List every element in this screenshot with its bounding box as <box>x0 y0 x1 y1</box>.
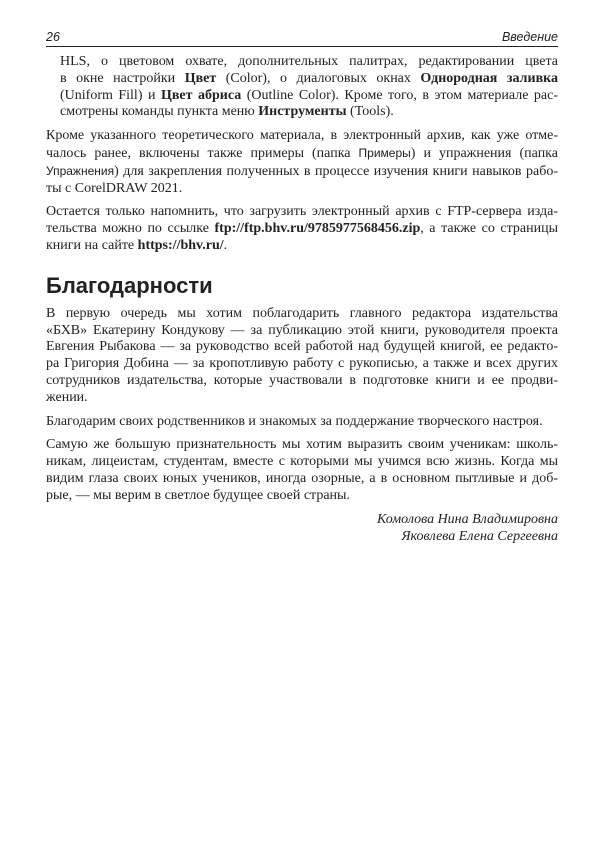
paragraph <box>46 414 558 431</box>
bold-text: https://bhv.ru/ <box>137 237 224 253</box>
bold-text: ftp://ftp.bhv.ru/9785977568456.zip <box>214 221 421 237</box>
running-header <box>46 29 558 47</box>
paragraph <box>46 128 558 197</box>
text-run: Остается только напомнить, что загрузить электронный архив с FTP-сервера изда- <box>46 204 558 220</box>
text-line <box>46 128 558 145</box>
text-run: никам, лицеистам, студентам, вместе с которыми мы учимся всю жизнь. Когда мы <box>46 454 558 470</box>
text-line <box>46 238 558 255</box>
text-run: рые, — мы верим в светлое будущее своей страны. <box>46 487 350 503</box>
text-line <box>60 88 558 105</box>
paragraph <box>46 306 558 407</box>
text-run: , а также со страницы <box>420 221 558 237</box>
text-run: (Tools). <box>346 104 394 120</box>
text-line <box>46 373 558 390</box>
text-run: «БХВ» Екатерину Кондукову — за публикацию этой книги, руководителя проекта <box>46 322 558 338</box>
text-run: видим глаза своих юных учеников, иногда озорные, а в основном пытливые и доб- <box>46 470 558 486</box>
text-line <box>60 104 558 121</box>
paragraph <box>46 204 558 254</box>
text-run: ) и упражнения (папка <box>410 145 558 161</box>
bold-text: Однородная заливка <box>420 70 558 86</box>
text-line <box>46 471 558 488</box>
text-run: Благодарим своих родственников и знакомых за поддержание творческого настроя. <box>46 413 543 429</box>
text-run: книги на сайте <box>46 237 138 253</box>
text-line <box>46 414 558 431</box>
text-line <box>46 323 558 340</box>
text-run: Евгения Рыбакова — за руководство всей работой над будущей книгой, ее редакто- <box>46 339 558 355</box>
text-line <box>46 221 558 238</box>
text-line <box>46 339 558 356</box>
text-line <box>46 454 558 471</box>
section-heading: Благодарности <box>46 272 213 298</box>
text-run: смотрены команды пункта меню <box>60 104 259 120</box>
section-title: Введение <box>501 30 558 44</box>
text-run: тельства можно по ссылке <box>46 221 215 237</box>
text-line <box>46 145 558 163</box>
paragraph <box>46 437 558 504</box>
text-run: . <box>223 237 228 253</box>
text-line <box>46 204 558 221</box>
text-run: HLS, о цветовом охвате, дополнительных палитрах, редактировании цвета <box>60 54 558 69</box>
text-run: (Outline Color). Кроме того, в этом материале рас- <box>241 87 558 103</box>
text-run: (Uniform Fill) и <box>60 87 161 103</box>
text-run: ра Григория Добина — за кропотливую работу с рукописью, а также и всех других <box>46 356 558 372</box>
text-run: Упражнения <box>46 163 115 178</box>
bold-text: Цвет <box>184 70 217 86</box>
text-run: в окне настройки <box>60 70 185 86</box>
text-run: ты с CorelDRAW 2021. <box>46 180 183 196</box>
text-line <box>46 181 558 198</box>
text-line <box>46 306 558 323</box>
text-run: Самую же большую признательность мы хотим выразить своим ученикам: школь- <box>46 437 558 453</box>
text-run: жении. <box>46 389 88 405</box>
signature-author-1: Комолова Нина Владимировна <box>377 511 558 527</box>
page-number: 26 <box>46 30 60 44</box>
text-line <box>46 390 558 407</box>
text-run: ) для закрепления полученных в процессе изучения книги навыков рабо- <box>114 163 558 179</box>
text-line <box>60 71 558 88</box>
text-run: (Color), о диалоговых окнах <box>216 70 421 86</box>
text-line <box>46 356 558 373</box>
text-run: Кроме указанного теоретического материала, в электронный архив, как уже отме- <box>46 128 558 144</box>
text-run: В первую очередь мы хотим поблагодарить главного редактора издательства <box>46 305 558 321</box>
text-line <box>46 437 558 454</box>
paragraph <box>60 54 558 121</box>
text-run: Примеры <box>358 145 411 160</box>
text-run: чалось ранее, включены также примеры (папка <box>46 145 359 161</box>
bold-text: Цвет абриса <box>160 87 242 103</box>
signature-author-2: Яковлева Елена Сергеевна <box>401 528 558 544</box>
text-line <box>46 163 558 181</box>
text-run: сотрудников издательства, которые участвовали в подготовке книги и ее продви- <box>46 372 558 388</box>
text-line <box>46 488 558 505</box>
text-line <box>60 54 558 71</box>
bold-text: Инструменты <box>258 104 347 120</box>
